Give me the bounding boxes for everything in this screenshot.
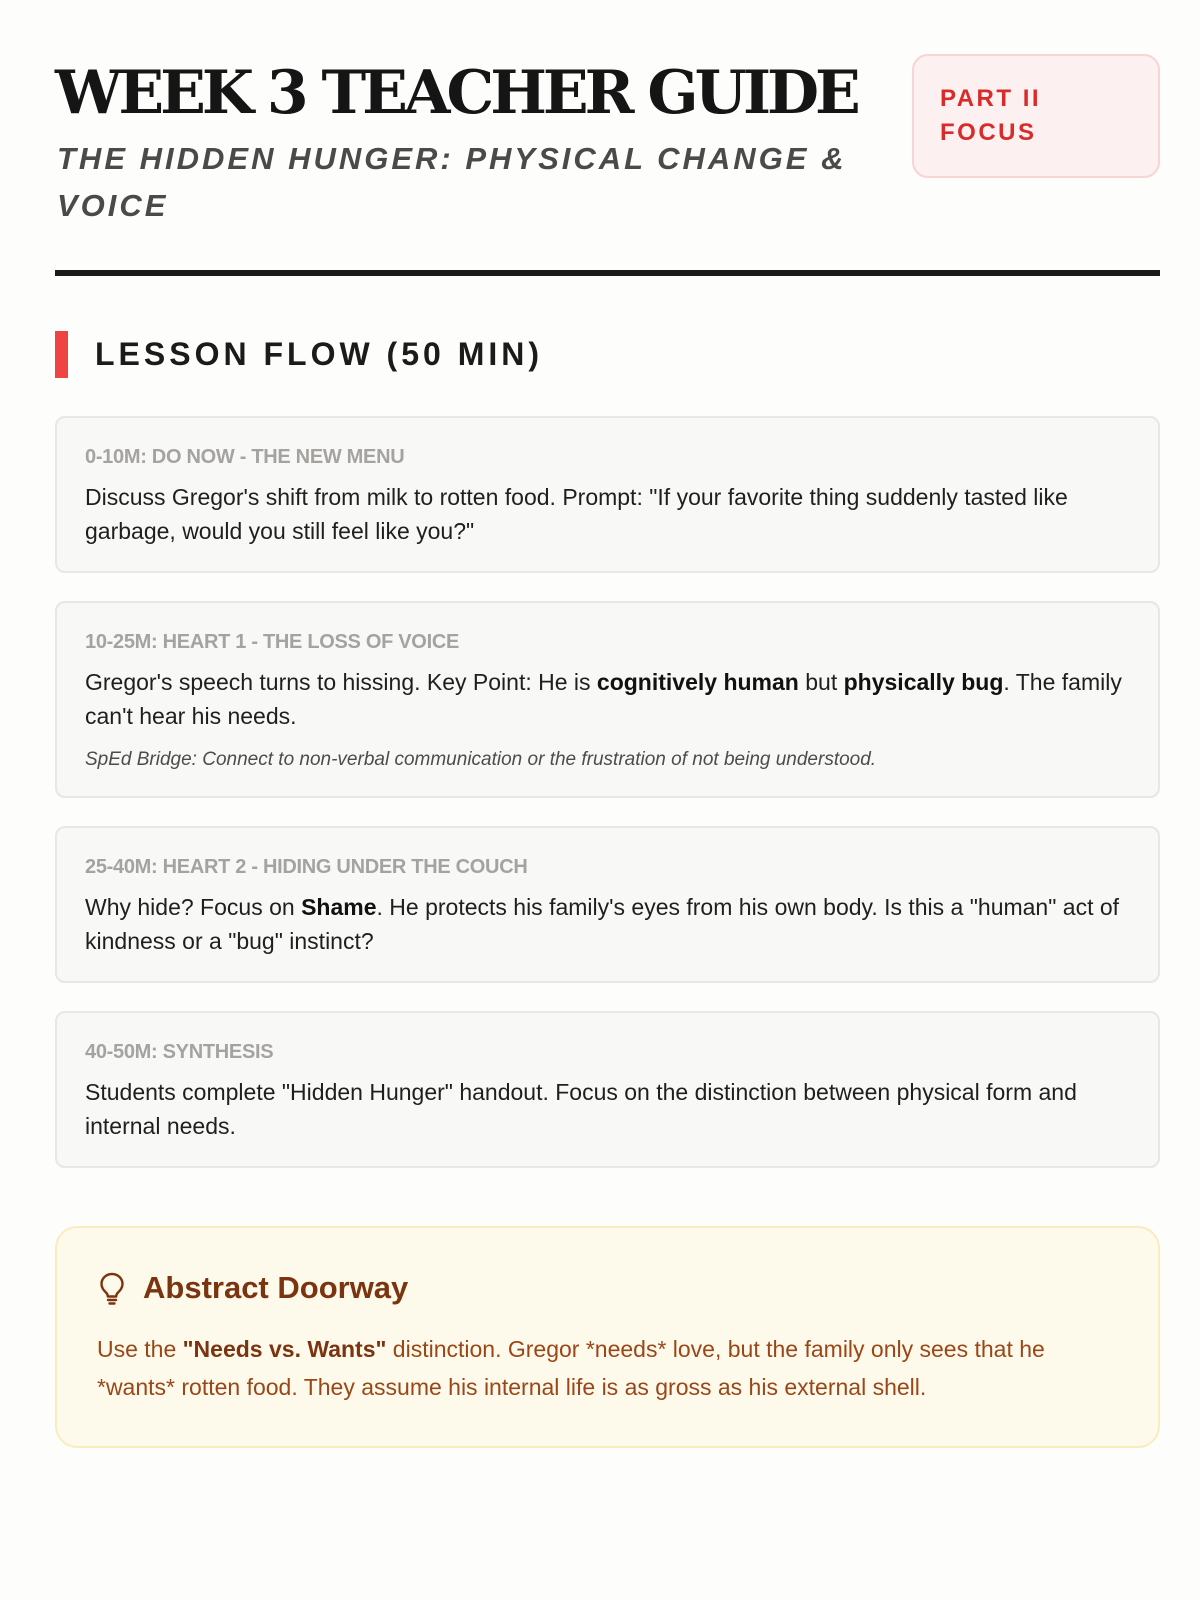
part-badge [912, 54, 1160, 178]
teacher-guide-page [55, 0, 1160, 1600]
doorway-header [97, 1270, 1118, 1306]
lesson-flow-heading [55, 330, 543, 378]
doorway-body: Use the "Needs vs. Wants" distinction. Gregor *needs* love, but the family only sees that he *wants* rotten food. They assume his internal life is as gross as his external shell. [97, 1336, 1045, 1400]
lesson-step-do-now [55, 416, 1160, 573]
step-time-label: 40-50M: SYNTHESIS [85, 1041, 274, 1063]
abstract-doorway-callout [55, 1226, 1160, 1448]
sped-bridge-note: SpEd Bridge: Connect to non-verbal communication or the frustration of not being understood. [85, 749, 877, 770]
badge-line-focus: FOCUS [940, 119, 1037, 146]
page-subtitle: THE HIDDEN HUNGER: PHYSICAL CHANGE & VOICE [57, 141, 847, 223]
step-description: Gregor's speech turns to hissing. Key Point: He is cognitively human but physically bug. The family can't hear his needs. [85, 669, 1122, 729]
lesson-step-heart-2 [55, 826, 1160, 983]
badge-line-part: PART II [940, 85, 1042, 112]
section-title: LESSON FLOW (50 MIN) [95, 335, 543, 372]
section-accent-bar [55, 331, 68, 378]
emphasis-physically-bug: physically bug [843, 669, 1004, 695]
step-time-label: 0-10M: DO NOW - THE NEW MENU [85, 446, 405, 468]
lesson-step-heart-1 [55, 601, 1160, 798]
emphasis-cognitively-human: cognitively human [596, 669, 799, 695]
page-title: WEEK 3 TEACHER GUIDE [55, 58, 857, 128]
step-time-label: 25-40M: HEART 2 - HIDING UNDER THE COUCH [85, 856, 528, 878]
emphasis-needs-vs-wants: "Needs vs. Wants" [182, 1336, 387, 1362]
step-description: Discuss Gregor's shift from milk to rotten food. Prompt: "If your favorite thing suddenly tasted like garbage, would you still feel like you?" [85, 484, 1068, 544]
doorway-title: Abstract Doorway [143, 1270, 409, 1305]
step-time-label: 10-25M: HEART 1 - THE LOSS OF VOICE [85, 631, 460, 653]
step-description: Students complete "Hidden Hunger" handout. Focus on the distinction between physical form and internal needs. [85, 1079, 1077, 1139]
lightbulb-icon [97, 1271, 127, 1305]
lesson-step-synthesis [55, 1011, 1160, 1168]
guide-header [55, 0, 1160, 276]
step-description: Why hide? Focus on Shame. He protects his family's eyes from his own body. Is this a "human" act of kindness or a "bug" instinct? [85, 894, 1120, 954]
emphasis-shame: Shame [301, 894, 377, 920]
